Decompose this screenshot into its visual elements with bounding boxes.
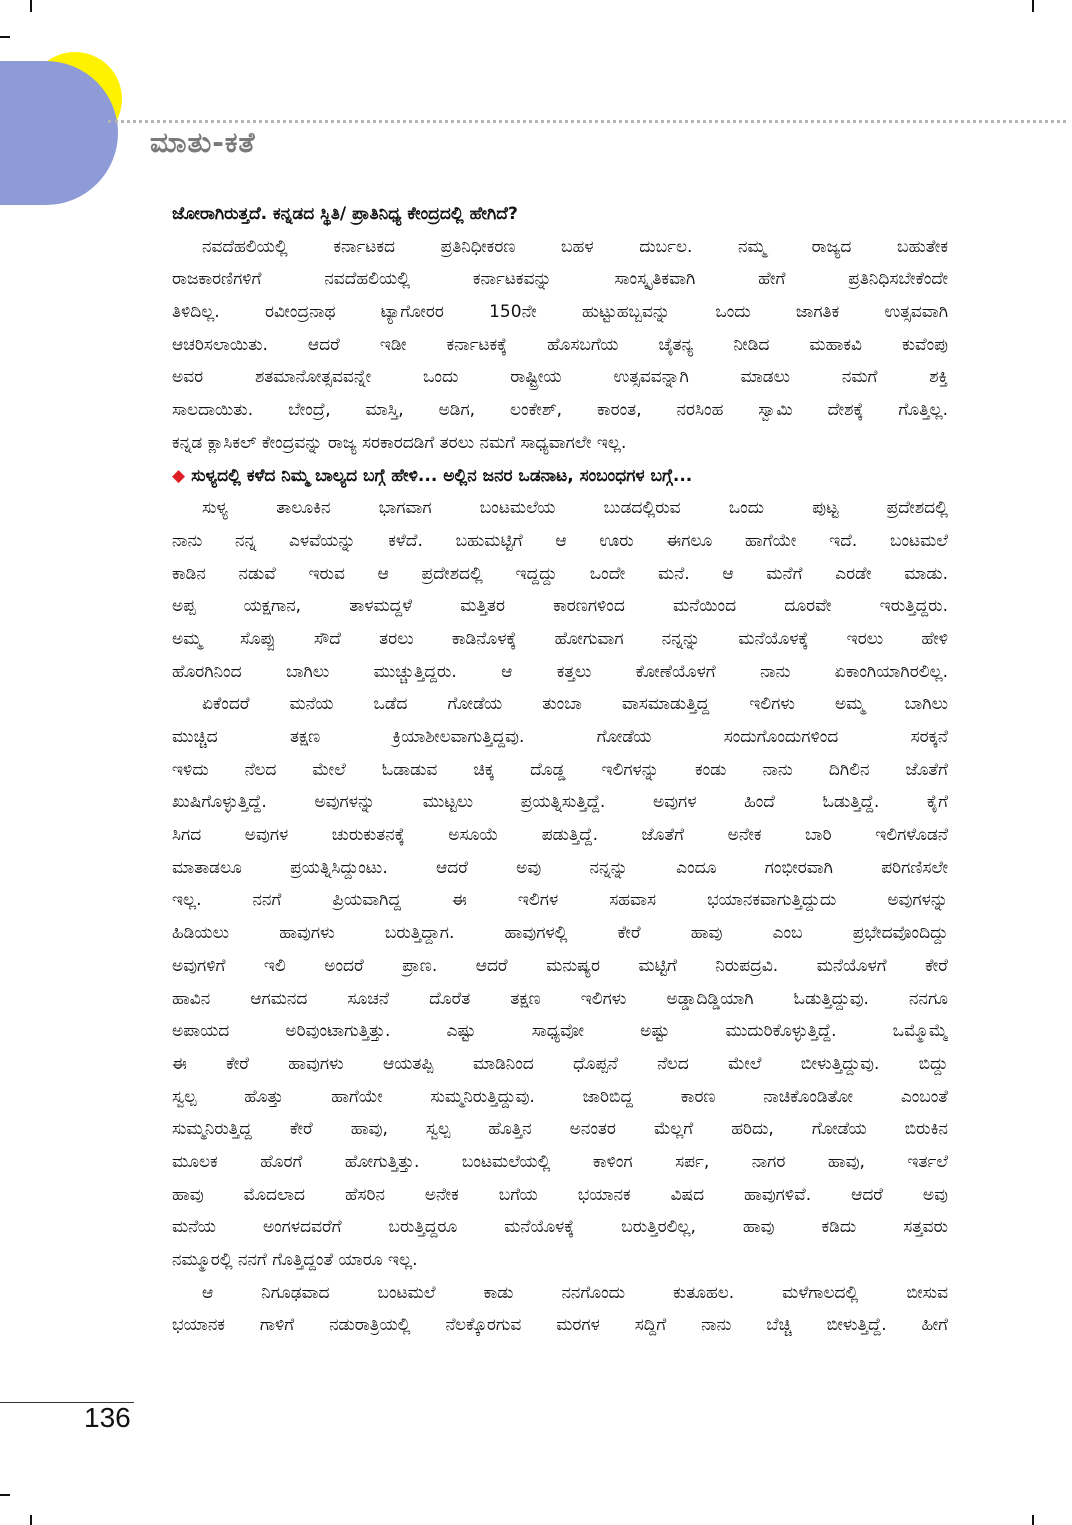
text-line: ಮುಚ್ಚಿದ ತಕ್ಷಣ ಕ್ರಿಯಾಶೀಲವಾಗುತ್ತಿದ್ದವು. ಗೋಡೆಯ ಸಂದುಗೊಂದುಗಳಿಂದ ಸರಕ್ಕನೆ (172, 727, 948, 747)
text-line: ಇಳಿದು ನೆಲದ ಮೇಲೆ ಓಡಾಡುವ ಚಿಕ್ಕ ದೊಡ್ಡ ಇಲಿಗಳನ್ನು ಕಂಡು ನಾನು ದಿಗಿಲಿನ ಜೊತೆಗೆ (172, 759, 948, 780)
text-line: ಆಚರಿಸಲಾಯಿತು. ಆದರೆ ಇಡೀ ಕರ್ನಾಟಕಕ್ಕೆ ಹೊಸಬಗೆಯ ಚೈತನ್ಯ ನೀಡಿದ ಮಹಾಕವಿ ಕುವೆಂಪು (172, 334, 948, 355)
crop-mark-bottom-left (30, 1515, 32, 1525)
text-line: ಅವರ ಶತಮಾನೋತ್ಸವವನ್ನೇ ಒಂದು ರಾಷ್ಟ್ರೀಯ ಉತ್ಸವವನ್ನಾಗಿ ಮಾಡಲು ನಮಗೆ ಶಕ್ತಿ (172, 367, 948, 388)
crop-mark-top-right (1032, 0, 1034, 12)
text-line: ಇಲ್ಲ. ನನಗೆ ಪ್ರಿಯವಾಗಿದ್ದ ಈ ಇಲಿಗಳ ಸಹವಾಸ ಭಯಾನಕವಾಗುತ್ತಿದ್ದುದು ಅವುಗಳನ್ನು (172, 890, 948, 911)
text-line: ನಮ್ಮೂರಲ್ಲಿ ನನಗೆ ಗೊತ್ತಿದ್ದಂತೆ ಯಾರೂ ಇಲ್ಲ. (172, 1250, 418, 1270)
question-text: ಸುಳ್ಯದಲ್ಲಿ ಕಳೆದ ನಿಮ್ಮ ಬಾಲ್ಯದ ಬಗ್ಗೆ ಹೇಳಿ... ಅಲ್ಲಿನ ಜನರ ಒಡನಾಟ, ಸಂಬಂಧಗಳ ಬಗ್ಗೆ... (191, 465, 693, 486)
text-line: ಅಮ್ಮ ಸೊಪ್ಪು ಸೌದೆ ತರಲು ಕಾಡಿನೊಳಕ್ಕೆ ಹೋಗುವಾಗ ನನ್ನನ್ನು ಮನೆಯೊಳಕ್ಕೆ ಇರಲು ಹೇಳಿ (172, 628, 948, 649)
text-line: ಸ್ವಲ್ಪ ಹೊತ್ತು ಹಾಗೆಯೇ ಸುಮ್ಮನಿರುತ್ತಿದ್ದುವು. ಜಾರಿಬಿದ್ದ ಕಾರಣ ನಾಚಿಕೊಂಡಿತೋ ಎಂಬಂತೆ (172, 1086, 948, 1107)
text-line: ಹಾವು ಮೊದಲಾದ ಹೆಸರಿನ ಅನೇಕ ಬಗೆಯ ಭಯಾನಕ ವಿಷದ ಹಾವುಗಳಿವೆ. ಆದರೆ ಅವು (172, 1184, 948, 1205)
text-line: ಆ ನಿಗೂಢವಾದ ಬಂಟಮಲೆ ಕಾಡು ನನಗೊಂದು ಕುತೂಹಲ. ಮಳೆಗಾಲದಲ್ಲಿ ಬೀಸುವ (202, 1282, 948, 1303)
crop-mark-left-lower (0, 1494, 10, 1496)
text-line: ಹಿಡಿಯಲು ಹಾವುಗಳು ಬರುತ್ತಿದ್ದಾಗ. ಹಾವುಗಳಲ್ಲಿ ಕೇರೆ ಹಾವು ಎಂಬ ಪ್ರಭೇದವೊಂದಿದ್ದು (172, 923, 948, 944)
text-line: ಅವುಗಳಿಗೆ ಇಲಿ ಅಂದರೆ ಪ್ರಾಣ. ಆದರೆ ಮನುಷ್ಯರ ಮಟ್ಟಿಗೆ ನಿರುಪದ್ರವಿ. ಮನೆಯೊಳಗೆ ಕೇರೆ (172, 955, 948, 976)
question-line (172, 460, 948, 493)
text-line: ಏಕೆಂದರೆ ಮನೆಯ ಒಡೆದ ಗೋಡೆಯ ತುಂಬಾ ವಾಸಮಾಡುತ್ತಿದ್ದ ಇಲಿಗಳು ಅಮ್ಮ ಬಾಗಿಲು (202, 694, 948, 715)
text-line: ಸುಮ್ಮನಿರುತ್ತಿದ್ದ ಕೇರೆ ಹಾವು, ಸ್ವಲ್ಪ ಹೊತ್ತಿನ ಅನಂತರ ಮೆಲ್ಲಗೆ ಹರಿದು, ಗೋಡೆಯ ಬಿರುಕಿನ (172, 1119, 948, 1140)
text-line: ಸಿಗದ ಅವುಗಳ ಚುರುಕುತನಕ್ಕೆ ಅಸೂಯೆ ಪಡುತ್ತಿದ್ದೆ. ಜೊತೆಗೆ ಅನೇಕ ಬಾರಿ ಇಲಿಗಳೊಡನೆ (172, 825, 948, 846)
text-line: ರಾಜಕಾರಣಿಗಳಿಗೆ ನವದೆಹಲಿಯಲ್ಲಿ ಕರ್ನಾಟಕವನ್ನು ಸಾಂಸ್ಕೃತಿಕವಾಗಿ ಹೇಗೆ ಪ್ರತಿನಿಧಿಸಬೇಕೆಂದೇ (172, 269, 948, 290)
text-line: ಕಾಡಿನ ನಡುವೆ ಇರುವ ಆ ಪ್ರದೇಶದಲ್ಲಿ ಇದ್ದದ್ದು ಒಂದೇ ಮನೆ. ಆ ಮನೆಗೆ ಎರಡೇ ಮಾಡು. (172, 563, 948, 584)
text-line: ಮಾತಾಡಲೂ ಪ್ರಯತ್ನಿಸಿದ್ದುಂಟು. ಆದರೆ ಅವು ನನ್ನನ್ನು ಎಂದೂ ಗಂಭೀರವಾಗಿ ಪರಿಗಣಿಸಲೇ (172, 857, 948, 878)
text-line: ಅಪಾಯದ ಅರಿವುಂಟಾಗುತ್ತಿತ್ತು. ಎಷ್ಟು ಸಾಧ್ಯವೋ ಅಷ್ಟು ಮುದುರಿಕೊಳ್ಳುತ್ತಿದ್ದೆ. ಒಮ್ಮೊಮ್ಮೆ (172, 1021, 948, 1042)
text-line: ಈ ಕೇರೆ ಹಾವುಗಳು ಆಯತಪ್ಪಿ ಮಾಡಿನಿಂದ ಧೊಪ್ಪನೆ ನೆಲದ ಮೇಲೆ ಬೀಳುತ್ತಿದ್ದುವು. ಬಿದ್ದು (172, 1053, 948, 1074)
text-line: ತಿಳಿದಿಲ್ಲ. ರವೀಂದ್ರನಾಥ ಟ್ಯಾಗೋರರ 150ನೇ ಹುಟ್ಟುಹಬ್ಬವನ್ನು ಒಂದು ಜಾಗತಿಕ ಉತ್ಸವವಾಗಿ (172, 302, 948, 323)
page-number: 136 (84, 1402, 131, 1433)
text-line: ಮೂಲಕ ಹೊರಗೆ ಹೋಗುತ್ತಿತ್ತು. ಬಂಟಮಲೆಯಲ್ಲಿ ಕಾಳಿಂಗ ಸರ್ಪ, ನಾಗರ ಹಾವು, ಇರ್ತಲೆ (172, 1151, 948, 1172)
text-line: ಹಾವಿನ ಆಗಮನದ ಸೂಚನೆ ದೊರೆತ ತಕ್ಷಣ ಇಲಿಗಳು ಅಡ್ಡಾದಿಡ್ಡಿಯಾಗಿ ಓಡುತ್ತಿದ್ದುವು. ನನಗೂ (172, 988, 948, 1009)
section-title: ಮಾತು-ಕತೆ (150, 126, 256, 159)
text-line: ಭಯಾನಕ ಗಾಳಿಗೆ ನಡುರಾತ್ರಿಯಲ್ಲಿ ನೆಲಕ್ಕೊರಗುವ ಮರಗಳ ಸದ್ದಿಗೆ ನಾನು ಬೆಚ್ಚಿ ಬೀಳುತ್ತಿದ್ದೆ. ಹೀಗೆ (172, 1315, 948, 1336)
dotted-header-rule (108, 120, 1066, 123)
text-line: ಖುಷಿಗೊಳ್ಳುತ್ತಿದ್ದೆ. ಅವುಗಳನ್ನು ಮುಟ್ಟಲು ಪ್ರಯತ್ನಿಸುತ್ತಿದ್ದೆ. ಅವುಗಳ ಹಿಂದೆ ಓಡುತ್ತಿದ್ದೆ. ಕೈಗೆ (172, 792, 948, 813)
diamond-bullet-icon: ◆ (172, 465, 186, 486)
text-line: ನಾನು ನನ್ನ ಎಳವೆಯನ್ನು ಕಳೆದೆ. ಬಹುಮಟ್ಟಿಗೆ ಆ ಊರು ಈಗಲೂ ಹಾಗೆಯೇ ಇದೆ. ಬಂಟಮಲೆ (172, 530, 948, 551)
text-line: ಸುಳ್ಯ ತಾಲೂಕಿನ ಭಾಗವಾಗ ಬಂಟಮಲೆಯ ಬುಡದಲ್ಲಿರುವ ಒಂದು ಪುಟ್ಟ ಪ್ರದೇಶದಲ್ಲಿ (202, 498, 948, 519)
article-body (172, 198, 948, 1342)
question-line: ಜೋರಾಗಿರುತ್ತದೆ. ಕನ್ನಡದ ಸ್ಥಿತಿ/ ಪ್ರಾತಿನಿಧ್ಯ ಕೇಂದ್ರದಲ್ಲಿ ಹೇಗಿದೆ? (172, 204, 518, 224)
text-line: ಕನ್ನಡ ಕ್ಲಾಸಿಕಲ್ ಕೇಂದ್ರವನ್ನು ರಾಜ್ಯ ಸರಕಾರದಡಿಗೆ ತರಲು ನಮಗೆ ಸಾಧ್ಯವಾಗಲೇ ಇಲ್ಲ. (172, 432, 627, 453)
header-decoration (0, 0, 140, 210)
text-line: ಹೊರಗಿನಿಂದ ಬಾಗಿಲು ಮುಚ್ಚುತ್ತಿದ್ದರು. ಆ ಕತ್ತಲು ಕೋಣೆಯೊಳಗೆ ನಾನು ಏಕಾಂಗಿಯಾಗಿರಲಿಲ್ಲ. (172, 661, 948, 682)
crop-mark-bottom-right (1032, 1515, 1034, 1525)
text-line: ನವದೆಹಲಿಯಲ್ಲಿ ಕರ್ನಾಟಕದ ಪ್ರತಿನಿಧೀಕರಣ ಬಹಳ ದುರ್ಬಲ. ನಮ್ಮ ರಾಜ್ಯದ ಬಹುತೇಕ (202, 236, 948, 257)
text-line: ಅಪ್ಪ ಯಕ್ಷಗಾನ, ತಾಳಮದ್ದಳೆ ಮತ್ತಿತರ ಕಾರಣಗಳಿಂದ ಮನೆಯಿಂದ ದೂರವೇ ಇರುತ್ತಿದ್ದರು. (172, 596, 948, 617)
text-line: ಮನೆಯ ಅಂಗಳದವರೆಗೆ ಬರುತ್ತಿದ್ದರೂ ಮನೆಯೊಳಕ್ಕೆ ಬರುತ್ತಿರಲಿಲ್ಲ, ಹಾವು ಕಡಿದು ಸತ್ತವರು (172, 1217, 948, 1238)
text-line: ಸಾಲದಾಯಿತು. ಬೇಂದ್ರೆ, ಮಾಸ್ತಿ, ಅಡಿಗ, ಲಂಕೇಶ್, ಕಾರಂತ, ನರಸಿಂಹ ಸ್ವಾಮಿ ದೇಶಕ್ಕೆ ಗೊತ್ತಿಲ್ಲ. (172, 400, 948, 421)
